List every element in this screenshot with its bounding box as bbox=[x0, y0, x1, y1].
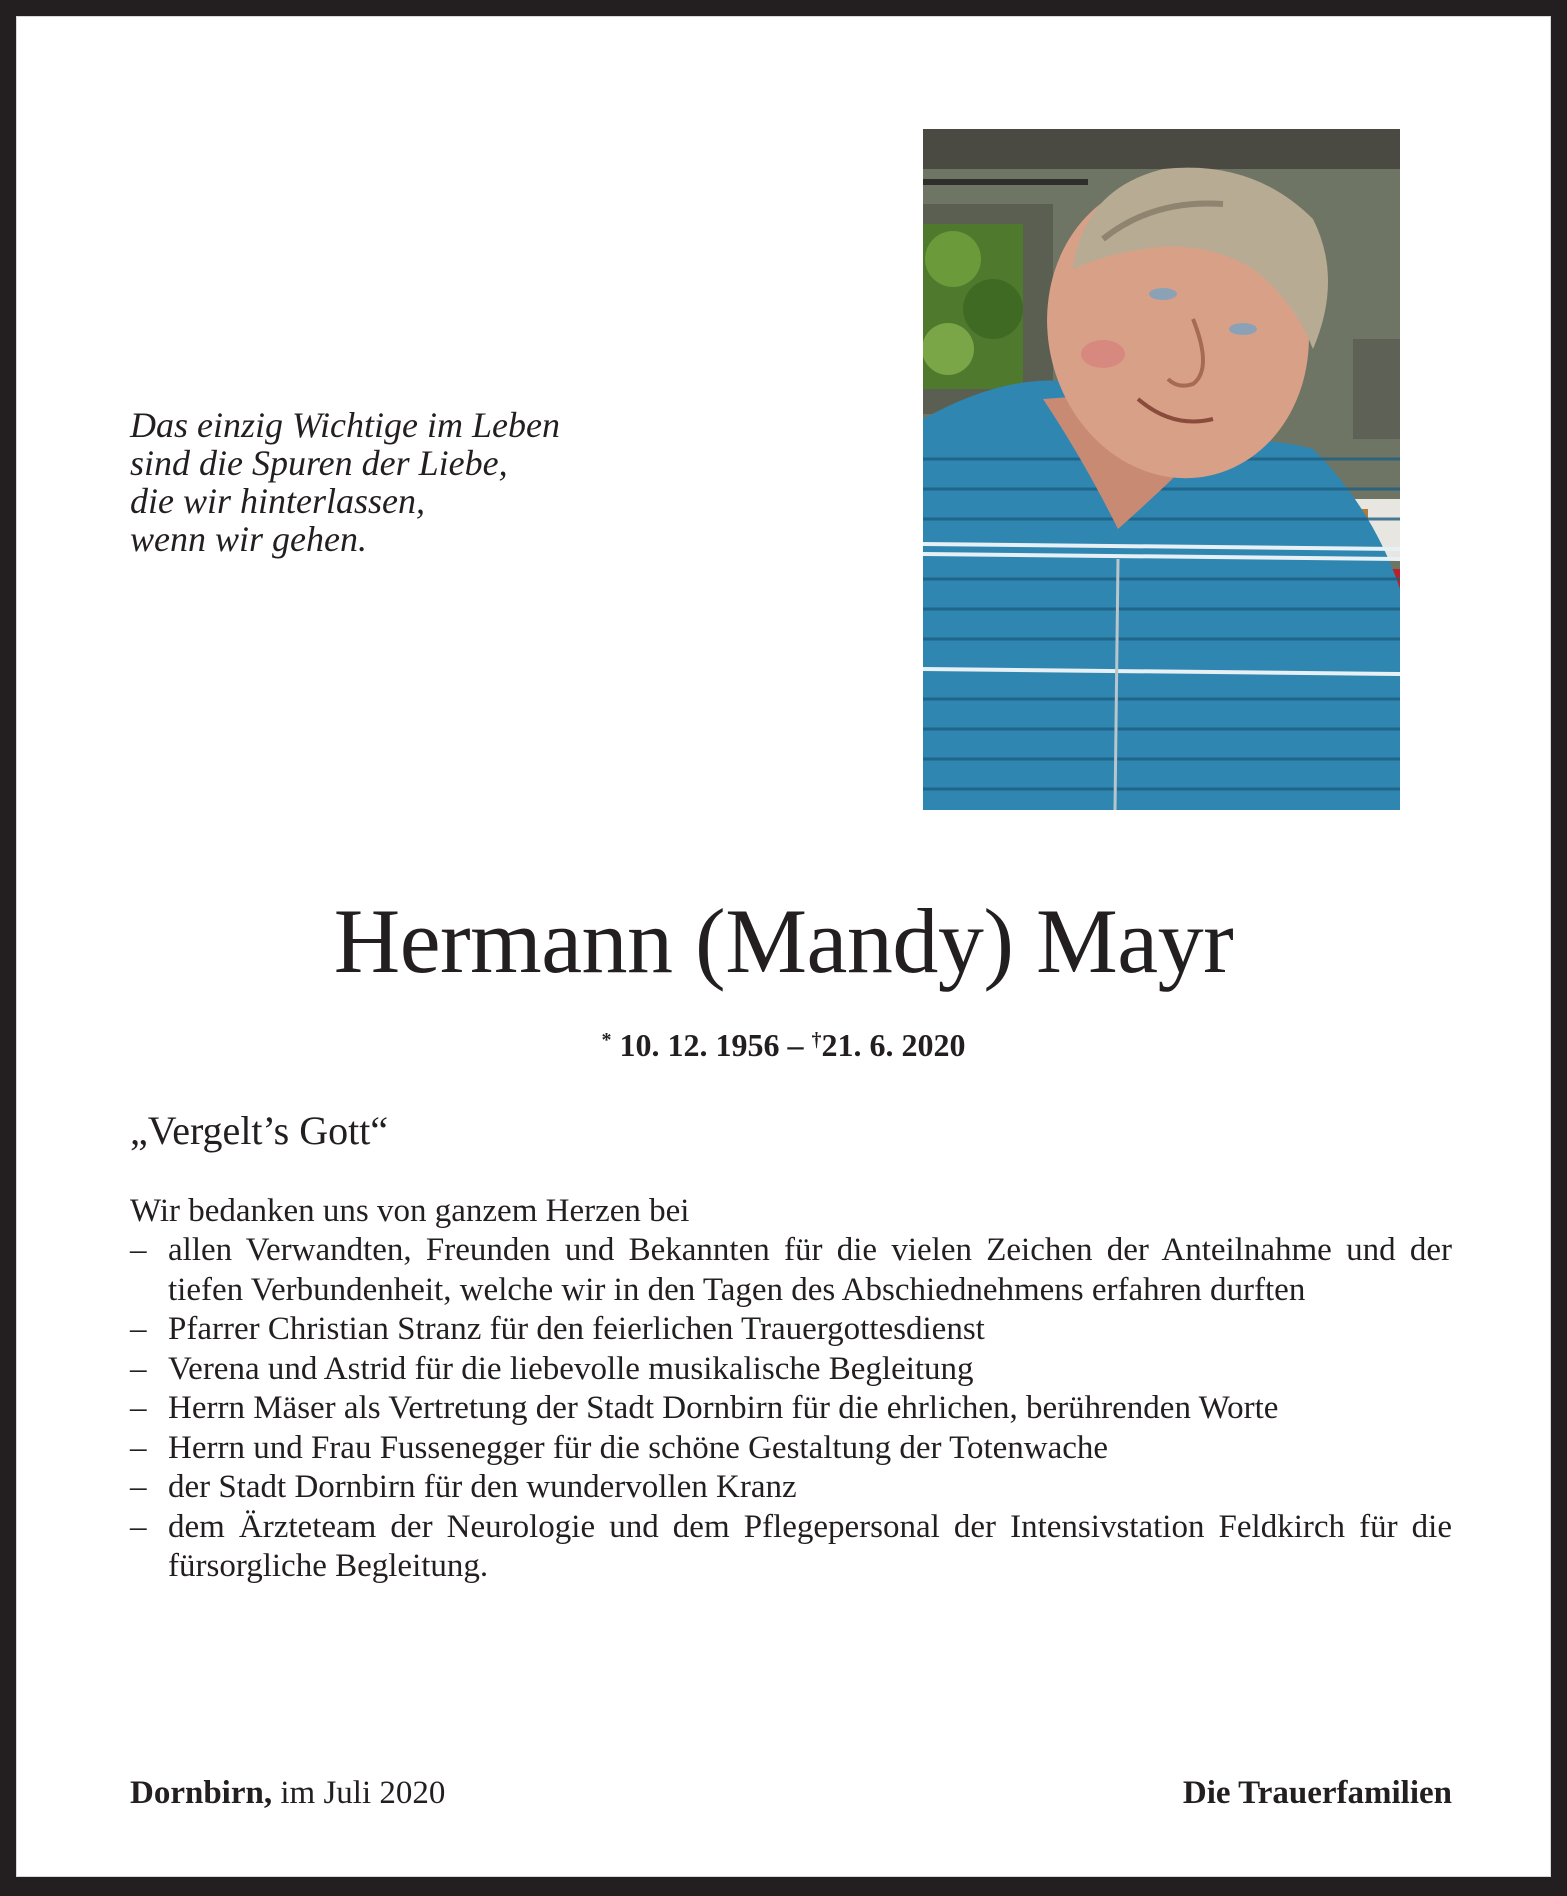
list-dash: – bbox=[130, 1469, 147, 1505]
obituary-page bbox=[16, 16, 1551, 1877]
list-item-text: Herrn Mäser als Vertretung der Stadt Dornbirn für die ehrlichen, berührenden Worte bbox=[168, 1390, 1279, 1426]
list-dash: – bbox=[130, 1508, 147, 1545]
list-item bbox=[130, 1350, 1452, 1390]
deceased-name: Hermann (Mandy) Mayr bbox=[333, 890, 1234, 992]
list-item-text: allen Verwandten, Freunden und Bekannten für die vielen Zeichen der Anteilnahme und der tiefen Verbundenheit, welche wir in den Tagen des Abschiednehmens erfahren durften bbox=[168, 1232, 1452, 1308]
thanks-intro: Wir bedanken uns von ganzem Herzen bei bbox=[130, 1193, 690, 1229]
quote-line: die wir hinterlassen, bbox=[130, 481, 425, 521]
list-dash: – bbox=[130, 1232, 147, 1268]
place: Dornbirn, bbox=[130, 1775, 273, 1811]
list-item-text: Herrn und Frau Fussenegger für die schöne Gestaltung der Totenwache bbox=[168, 1429, 1109, 1466]
list-item bbox=[130, 1389, 1452, 1429]
list-item bbox=[130, 1508, 1452, 1587]
life-dates bbox=[16, 1020, 1551, 1065]
list-dash: – bbox=[130, 1429, 147, 1466]
place-and-date bbox=[130, 1773, 445, 1813]
death-symbol: † bbox=[811, 1029, 822, 1051]
list-item-text: Verena und Astrid für die liebevolle musikalische Begleitung bbox=[168, 1350, 974, 1387]
quote-line: Das einzig Wichtige im Leben bbox=[130, 405, 560, 445]
list-item bbox=[130, 1231, 1452, 1310]
quote-line: sind die Spuren der Liebe, bbox=[130, 443, 508, 483]
list-dash: – bbox=[130, 1350, 147, 1387]
list-item-text: der Stadt Dornbirn für den wundervollen Kranz bbox=[168, 1469, 797, 1505]
birth-date: 10. 12. 1956 bbox=[619, 1027, 780, 1063]
list-item-text: Pfarrer Christian Stranz für den feierlichen Trauergottesdienst bbox=[168, 1311, 985, 1347]
birth-symbol: * bbox=[601, 1029, 612, 1051]
portrait-photo bbox=[923, 129, 1400, 810]
date: im Juli 2020 bbox=[280, 1775, 446, 1811]
memorial-quote bbox=[130, 406, 560, 558]
list-dash: – bbox=[130, 1390, 147, 1426]
date-separator: – bbox=[787, 1027, 804, 1063]
list-item bbox=[130, 1468, 1452, 1508]
list-item bbox=[130, 1310, 1452, 1350]
thanks-heading: „Vergelt’s Gott“ bbox=[130, 1108, 389, 1153]
list-item bbox=[130, 1429, 1452, 1469]
signature: Die Trauerfamilien bbox=[1182, 1775, 1452, 1811]
list-item-text: dem Ärzteteam der Neurologie und dem Pflegepersonal der Intensivstation Feldkirch für die fürsorgliche Begleitung. bbox=[168, 1508, 1452, 1584]
portrait-illustration bbox=[923, 129, 1400, 810]
quote-line: wenn wir gehen. bbox=[130, 519, 367, 559]
death-date: 21. 6. 2020 bbox=[821, 1027, 966, 1063]
thanks-list bbox=[130, 1231, 1452, 1587]
list-dash: – bbox=[130, 1311, 147, 1347]
